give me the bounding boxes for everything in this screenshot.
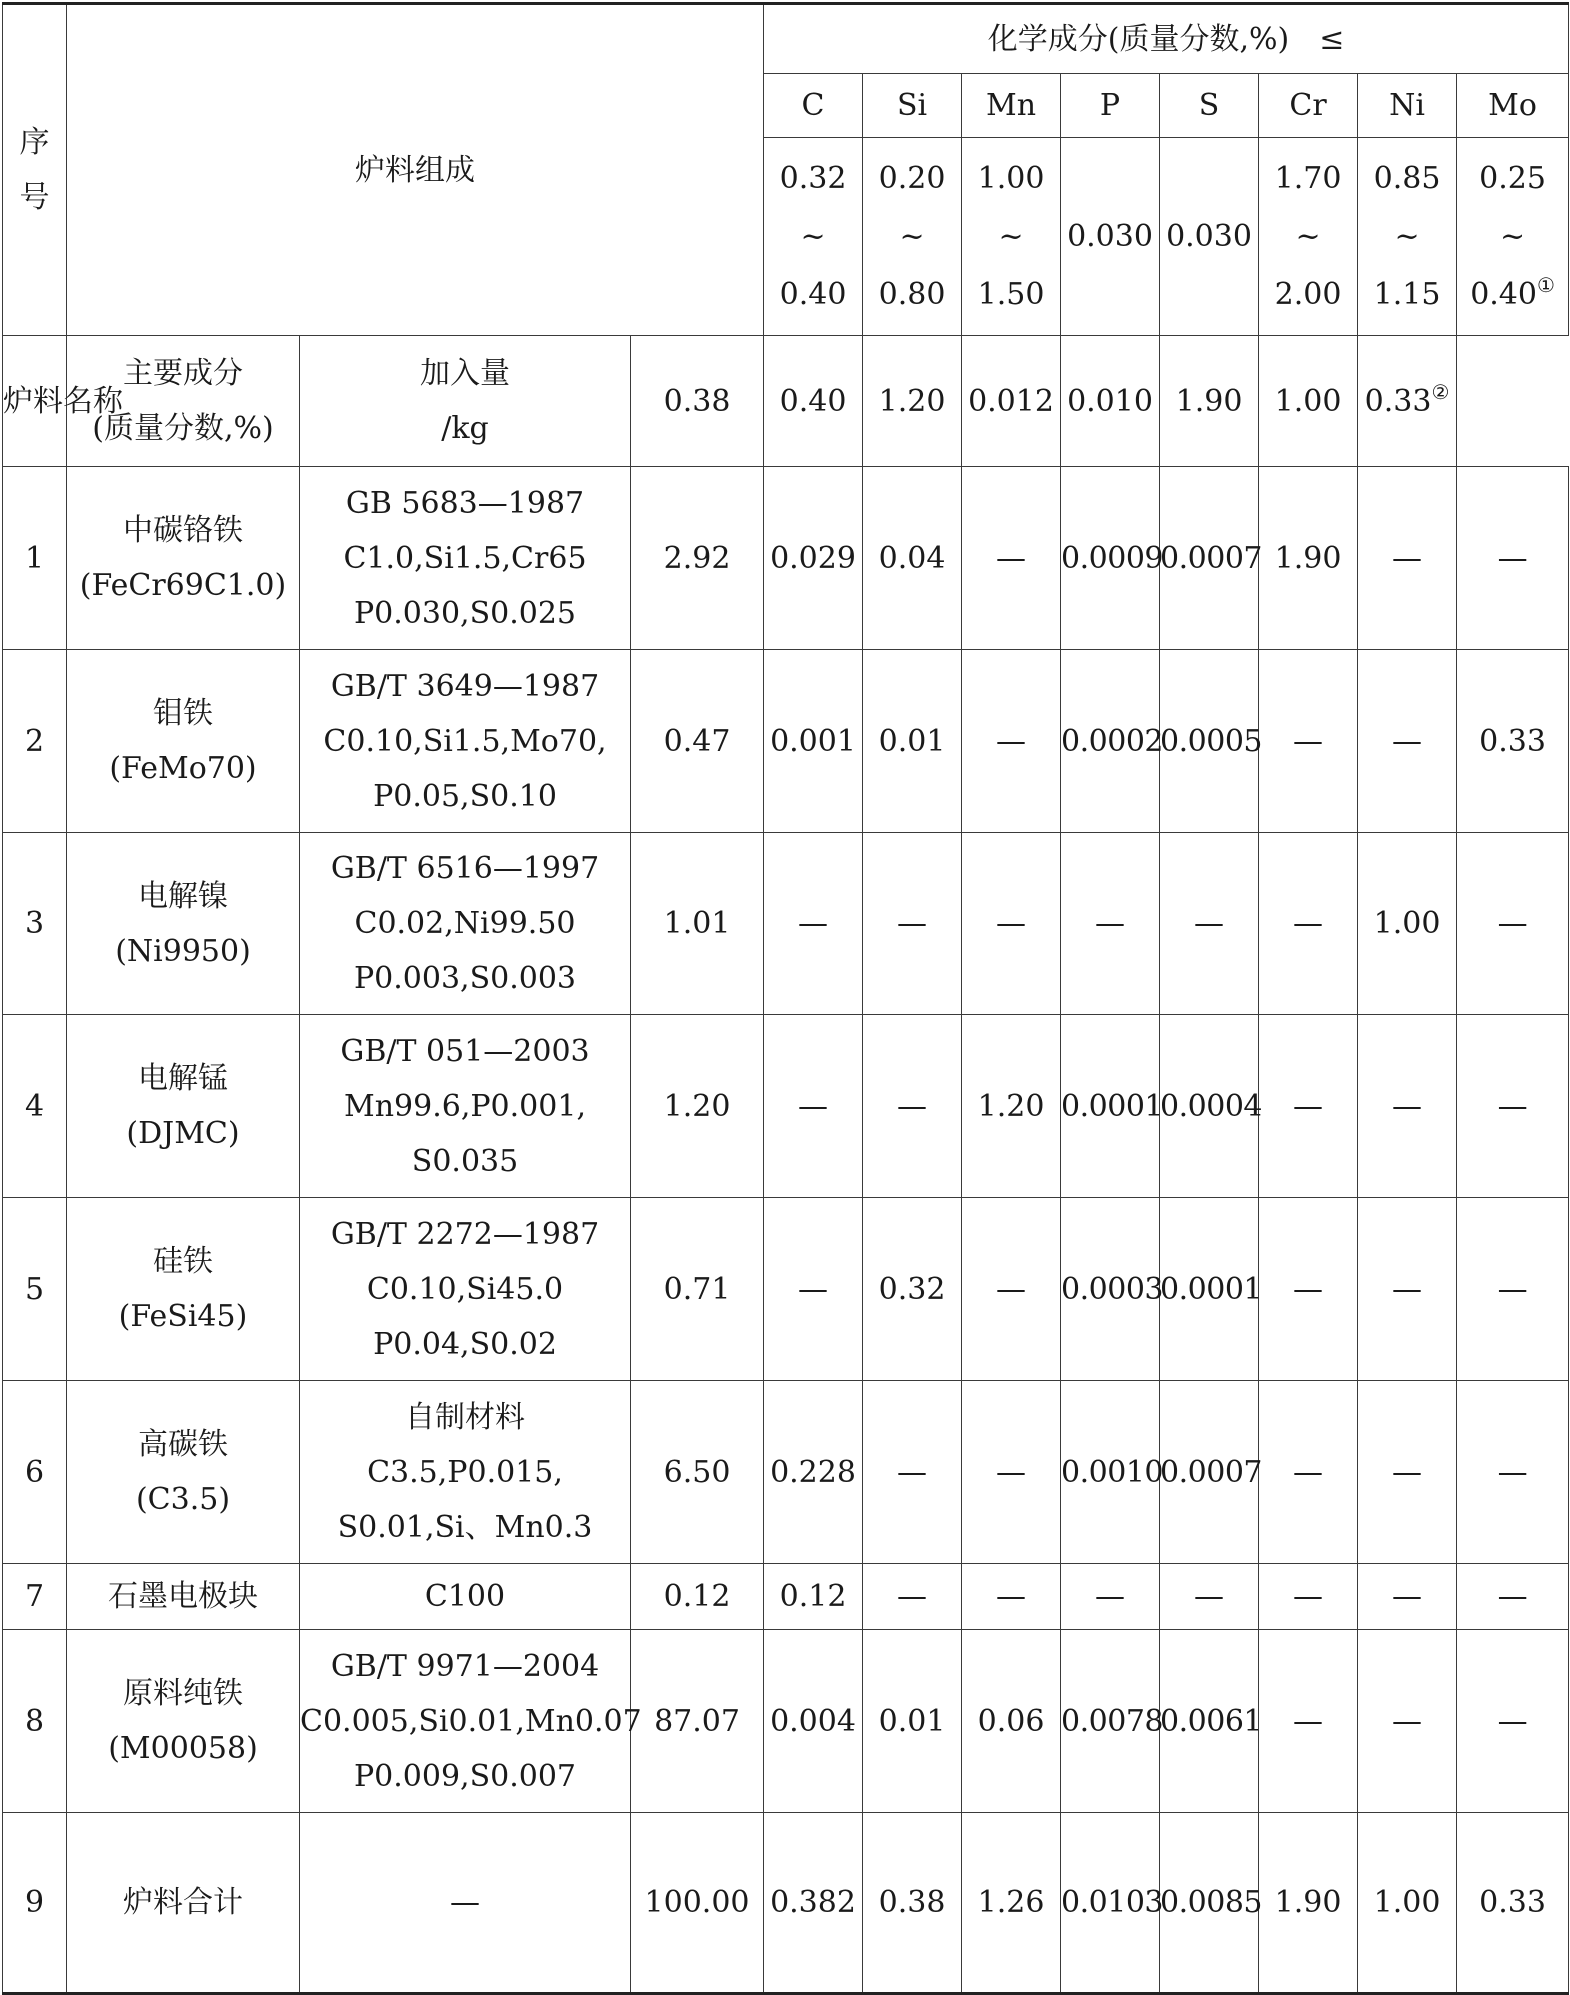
added-amount: 1.01 <box>631 833 764 1015</box>
main-composition-line: S0.035 <box>411 1143 519 1179</box>
element-header-c: C <box>764 74 863 138</box>
row-seq: 4 <box>3 1015 67 1198</box>
target-mn: 1.20 <box>863 336 962 467</box>
spec-range-mo <box>1457 138 1569 336</box>
main-composition-line: 自制材料 <box>405 1399 525 1435</box>
element-value-ni: — <box>1358 650 1457 833</box>
charge-name <box>67 1015 300 1198</box>
row-seq: 8 <box>3 1630 67 1813</box>
main-composition-line: GB/T 6516—1997 <box>330 851 600 886</box>
element-value-s: 0.0061 <box>1160 1630 1259 1813</box>
charge-name <box>67 1564 300 1630</box>
main-composition <box>300 1564 631 1630</box>
element-value-si: — <box>863 1381 962 1564</box>
element-value-mo: — <box>1457 833 1569 1015</box>
element-value-ni: 1.00 <box>1358 833 1457 1015</box>
element-value-mn: 0.06 <box>962 1630 1061 1813</box>
seq-header: 序 号 <box>3 4 67 336</box>
spec-min: 1.00 <box>977 160 1045 196</box>
element-value-cr: 1.90 <box>1259 467 1358 650</box>
charge-composition-header: 炉料组成 <box>67 4 764 336</box>
element-value-s: 0.0004 <box>1160 1015 1259 1198</box>
target-mo: 0.33② <box>1358 336 1457 467</box>
element-value-mn: 1.20 <box>962 1015 1061 1198</box>
element-value-mo: 0.33 <box>1457 650 1569 833</box>
element-value-cr: — <box>1259 650 1358 833</box>
charge-name-line: 炉料合计 <box>123 1885 243 1920</box>
main-composition-line: — <box>450 1885 480 1920</box>
table-row <box>3 650 1569 833</box>
target-p: 0.012 <box>962 336 1061 467</box>
element-value-c: 0.228 <box>764 1381 863 1564</box>
element-header-mo: Mo <box>1457 74 1569 138</box>
table-row <box>3 833 1569 1015</box>
header-row-columns <box>3 336 1569 467</box>
spec-max: 1.15 <box>1373 276 1441 312</box>
main-composition-line: C3.5,P0.015, <box>367 1454 563 1490</box>
row-seq: 5 <box>3 1198 67 1381</box>
target-cr: 1.90 <box>1160 336 1259 467</box>
element-value-s: 0.0007 <box>1160 467 1259 650</box>
element-value-mo: — <box>1457 1015 1569 1198</box>
spec-max: 0.40① <box>1470 272 1555 312</box>
spec-separator: ~ <box>1499 218 1526 254</box>
element-value-ni: — <box>1358 1015 1457 1198</box>
main-composition-line: C0.10,Si45.0 <box>366 1271 564 1307</box>
target-si: 0.40 <box>764 336 863 467</box>
element-value-mo: — <box>1457 467 1569 650</box>
table-row <box>3 1198 1569 1381</box>
element-value-c: 0.382 <box>764 1813 863 1994</box>
main-composition-line: C0.005,Si0.01,Mn0.07 <box>300 1703 642 1739</box>
main-composition-line: P0.009,S0.007 <box>353 1758 577 1794</box>
charge-name-line: (Ni9950) <box>115 933 251 969</box>
table-row <box>3 1381 1569 1564</box>
added-amount: 0.71 <box>631 1198 764 1381</box>
charge-name-line: 高碳铁 <box>138 1427 228 1462</box>
charge-name-line: (FeMo70) <box>109 751 257 786</box>
element-header-s: S <box>1160 74 1259 138</box>
spec-separator: ~ <box>800 218 826 254</box>
table-row <box>3 467 1569 650</box>
element-value-c: — <box>764 833 863 1015</box>
element-value-p: — <box>1061 833 1160 1015</box>
footnote-mark: ① <box>1536 272 1555 297</box>
main-composition <box>300 650 631 833</box>
target-ni: 1.00 <box>1259 336 1358 467</box>
charge-name <box>67 1381 300 1564</box>
charge-name-line: 电解锰 <box>138 1061 228 1096</box>
table-row <box>3 1813 1569 1994</box>
added-amount: 0.12 <box>631 1564 764 1630</box>
charge-name-line: (DJMC) <box>126 1116 240 1151</box>
spec-separator: ~ <box>1394 218 1420 254</box>
element-value-s: 0.0007 <box>1160 1381 1259 1564</box>
charge-name-line: 硅铁 <box>153 1244 213 1279</box>
charge-name <box>67 650 300 833</box>
spec-range-s <box>1160 138 1259 336</box>
element-value-c: 0.004 <box>764 1630 863 1813</box>
element-value-s: 0.0005 <box>1160 650 1259 833</box>
spec-separator: ~ <box>1295 218 1321 254</box>
charge-name-line: (C3.5) <box>135 1482 231 1517</box>
added-amount: 1.20 <box>631 1015 764 1198</box>
main-composition <box>300 1198 631 1381</box>
col-header-name: 炉料名称 <box>3 336 67 467</box>
main-composition-line: P0.030,S0.025 <box>353 595 577 631</box>
element-value-mo: 0.33 <box>1457 1813 1569 1994</box>
main-composition-line: GB/T 3649—1987 <box>330 668 600 704</box>
charge-name <box>67 467 300 650</box>
element-value-mn: 1.26 <box>962 1813 1061 1994</box>
target-c: 0.38 <box>631 336 764 467</box>
element-header-ni: Ni <box>1358 74 1457 138</box>
element-value-s: — <box>1160 1564 1259 1630</box>
charge-name <box>67 833 300 1015</box>
charge-name <box>67 1198 300 1381</box>
element-value-cr: — <box>1259 1198 1358 1381</box>
charge-rows <box>3 467 1569 1994</box>
spec-separator: ~ <box>899 218 925 254</box>
element-value-p: — <box>1061 1564 1160 1630</box>
spec-range-ni <box>1358 138 1457 336</box>
element-value-p: 0.0103 <box>1061 1813 1160 1994</box>
element-value-c: 0.029 <box>764 467 863 650</box>
main-composition-line: C1.0,Si1.5,Cr65 <box>343 540 587 576</box>
main-composition-line: C0.10,Si1.5,Mo70, <box>323 723 607 759</box>
charge-name-line: 电解镍 <box>138 878 228 914</box>
element-value-cr: 1.90 <box>1259 1813 1358 1994</box>
element-value-p: 0.0001 <box>1061 1015 1160 1198</box>
element-value-s: 0.0001 <box>1160 1198 1259 1381</box>
element-value-si: 0.01 <box>863 1630 962 1813</box>
element-header-mn: Mn <box>962 74 1061 138</box>
element-value-p: 0.0009 <box>1061 467 1160 650</box>
main-composition-line: GB/T 051—2003 <box>340 1033 590 1069</box>
row-seq: 7 <box>3 1564 67 1630</box>
spec-max: 2.00 <box>1274 276 1342 312</box>
spec-max: 0.80 <box>878 276 946 312</box>
col-header-main-composition: 主要成分 (质量分数,%) <box>67 336 300 467</box>
spec-range-si <box>863 138 962 336</box>
spec-range-p <box>1061 138 1160 336</box>
header-row-title <box>3 4 1569 74</box>
element-value-p: 0.0002 <box>1061 650 1160 833</box>
spec-min: 0.85 <box>1373 160 1441 196</box>
element-value-mn: — <box>962 1381 1061 1564</box>
main-composition <box>300 467 631 650</box>
spec-max: 0.40 <box>779 276 847 312</box>
charge-name-line: (FeCr69C1.0) <box>79 568 287 603</box>
row-seq: 2 <box>3 650 67 833</box>
col-header-amount: 加入量 /kg <box>300 336 631 467</box>
spec-min: 0.32 <box>779 160 847 196</box>
spec-separator: ~ <box>998 218 1024 254</box>
element-value-si: — <box>863 1564 962 1630</box>
main-composition <box>300 1381 631 1564</box>
element-value-ni: — <box>1358 467 1457 650</box>
main-composition-line: GB/T 2272—1987 <box>330 1216 600 1252</box>
element-value-ni: 1.00 <box>1358 1813 1457 1994</box>
spec-min: 0.25 <box>1479 160 1546 196</box>
element-value-ni: — <box>1358 1564 1457 1630</box>
charge-name-line: (M00058) <box>108 1731 258 1766</box>
element-value-mo: — <box>1457 1564 1569 1630</box>
element-header-cr: Cr <box>1259 74 1358 138</box>
target-s: 0.010 <box>1061 336 1160 467</box>
charge-name <box>67 1630 300 1813</box>
row-seq: 6 <box>3 1381 67 1564</box>
spec-max: 1.50 <box>977 276 1045 312</box>
spec-range-c <box>764 138 863 336</box>
charge-composition-table <box>2 2 1569 1995</box>
element-value-ni: — <box>1358 1630 1457 1813</box>
main-composition-line: C0.02,Ni99.50 <box>354 906 576 941</box>
element-value-p: 0.0003 <box>1061 1198 1160 1381</box>
element-value-cr: — <box>1259 1015 1358 1198</box>
chem-composition-header: 化学成分(质量分数,%) ≤ <box>764 4 1569 74</box>
element-header-si: Si <box>863 74 962 138</box>
element-value-s: 0.0085 <box>1160 1813 1259 1994</box>
element-value-p: 0.0078 <box>1061 1630 1160 1813</box>
spec-value: 0.030 <box>1166 218 1252 254</box>
element-value-ni: — <box>1358 1198 1457 1381</box>
element-value-cr: — <box>1259 833 1358 1015</box>
element-value-si: — <box>863 833 962 1015</box>
main-composition-line: GB/T 9971—2004 <box>330 1648 600 1684</box>
element-header-p: P <box>1061 74 1160 138</box>
charge-name-line: (FeSi45) <box>118 1299 248 1334</box>
element-value-si: 0.04 <box>863 467 962 650</box>
table-row <box>3 1564 1569 1630</box>
element-value-si: 0.32 <box>863 1198 962 1381</box>
main-composition <box>300 1813 631 1994</box>
added-amount: 100.00 <box>631 1813 764 1994</box>
main-composition-line: S0.01,Si、Mn0.3 <box>337 1509 593 1545</box>
charge-name-line: 原料纯铁 <box>123 1676 243 1711</box>
spec-min: 0.20 <box>878 160 946 196</box>
charge-name <box>67 1813 300 1994</box>
main-composition-line: P0.003,S0.003 <box>353 961 577 996</box>
element-value-mn: — <box>962 650 1061 833</box>
main-composition-line: Mn99.6,P0.001, <box>344 1088 586 1124</box>
footnote-mark: ② <box>1431 379 1450 404</box>
element-value-mn: — <box>962 1198 1061 1381</box>
element-value-si: 0.01 <box>863 650 962 833</box>
row-seq: 3 <box>3 833 67 1015</box>
main-composition-line: C100 <box>424 1579 506 1614</box>
charge-name-line: 石墨电极块 <box>108 1579 258 1614</box>
element-value-mn: — <box>962 833 1061 1015</box>
added-amount: 0.47 <box>631 650 764 833</box>
element-value-mo: — <box>1457 1630 1569 1813</box>
element-value-si: — <box>863 1015 962 1198</box>
added-amount: 87.07 <box>631 1630 764 1813</box>
added-amount: 2.92 <box>631 467 764 650</box>
main-composition <box>300 1630 642 1813</box>
charge-name-line: 钼铁 <box>153 696 213 731</box>
main-composition-line: P0.04,S0.02 <box>373 1326 557 1362</box>
row-seq: 9 <box>3 1813 67 1994</box>
table-row <box>3 1630 1569 1813</box>
added-amount: 6.50 <box>631 1381 764 1564</box>
main-composition-line: P0.05,S0.10 <box>373 778 557 814</box>
element-value-s: — <box>1160 833 1259 1015</box>
spec-value: 0.030 <box>1067 218 1153 254</box>
element-value-cr: — <box>1259 1381 1358 1564</box>
element-value-c: — <box>764 1015 863 1198</box>
element-value-mo: — <box>1457 1198 1569 1381</box>
element-value-mn: — <box>962 467 1061 650</box>
spec-min: 1.70 <box>1274 160 1342 196</box>
element-value-mn: — <box>962 1564 1061 1630</box>
table-row <box>3 1015 1569 1198</box>
spec-range-cr <box>1259 138 1358 336</box>
spec-range-mn <box>962 138 1061 336</box>
row-seq: 1 <box>3 467 67 650</box>
main-composition-line: GB 5683—1987 <box>345 485 585 521</box>
element-value-cr: — <box>1259 1630 1358 1813</box>
element-value-c: — <box>764 1198 863 1381</box>
element-value-mo: — <box>1457 1381 1569 1564</box>
main-composition <box>300 1015 631 1198</box>
element-value-cr: — <box>1259 1564 1358 1630</box>
element-value-si: 0.38 <box>863 1813 962 1994</box>
charge-name-line: 中碳铬铁 <box>123 513 243 548</box>
element-value-c: 0.12 <box>764 1564 863 1630</box>
element-value-c: 0.001 <box>764 650 863 833</box>
element-value-p: 0.0010 <box>1061 1381 1160 1564</box>
main-composition <box>300 833 631 1015</box>
element-value-ni: — <box>1358 1381 1457 1564</box>
